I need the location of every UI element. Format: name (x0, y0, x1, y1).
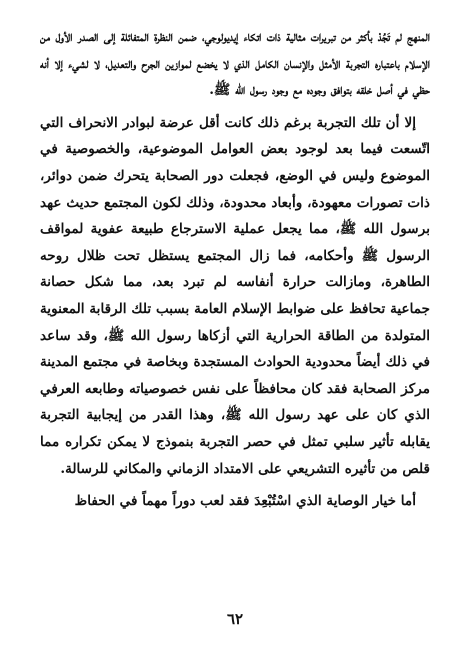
paragraph-1: المنهج لم تَجُدْ بأكثر من تبريرات مثالية ذات اتكاء إيديولوجي، ضمن النظرة المتفائلة إلى الصدر الأول من الإسلام باعتباره التجربة الأمثل والإنسان الكامل الذي لا يخضع لموازين الجرح والتعديل، لا لشيء إلا أنه حظي في أصل خلقه بتوافق وجوده مع وجود رسول الله ﷺ. (40, 29, 430, 99)
page-number: ٦٢ (226, 610, 244, 628)
paragraph-2: إلا أن تلك التجربة برغم ذلك كانت أقل عرضة لبوادر الانحراف التي اتّسعت فيما بعد لوجود بعض العوامل الموضوعية، والخصوصية في الموضوع وليس في الوضع، فجعلت دور الصحابة يتحرك ضمن دوائر، ذات تصورات معهودة، وأبعاد محدودة، وذلك لكون المجتمع حديث عهد برسول الله ﷺ، مما يجعل عملية الاسترجاع طبيعة عفوية لمواقف الرسول ﷺ وأحكامه، فما زال المجتمع يستظل تحت ظلال روحه الطاهرة، ومازالت حرارة أنفاسه لم تبرد بعد، مما شكل حصانة جماعية تحافظ على ضوابط الإسلام العامة بسبب تلك الرقابة المعنوية المتولدة من الطاقة الحرارية التي أزكاها رسول الله ﷺ، وقد ساعد في ذلك أيضاً محدودية الحوادث المستجدة وبخاصة في مجتمع المدينة مركز الصحابة فقد كان محافظاً على نفس خصوصياته وطابعه العرفي الذي كان على عهد رسول الله ﷺ، وهذا القدر من إيجابية التجربة يقابله تأثير سلبي تمثل في حصر التجربة بنموذج لا يمكن تكراره مما قلص من تأثيره التشريعي على الامتداد الزماني والمكاني للرسالة. (40, 114, 430, 477)
body-text (40, 24, 430, 515)
paragraph-3: أما خيار الوصاية الذي اسْتُبْعِدَ فقد لعب دوراً مهماً في الحفاظ (74, 493, 416, 510)
